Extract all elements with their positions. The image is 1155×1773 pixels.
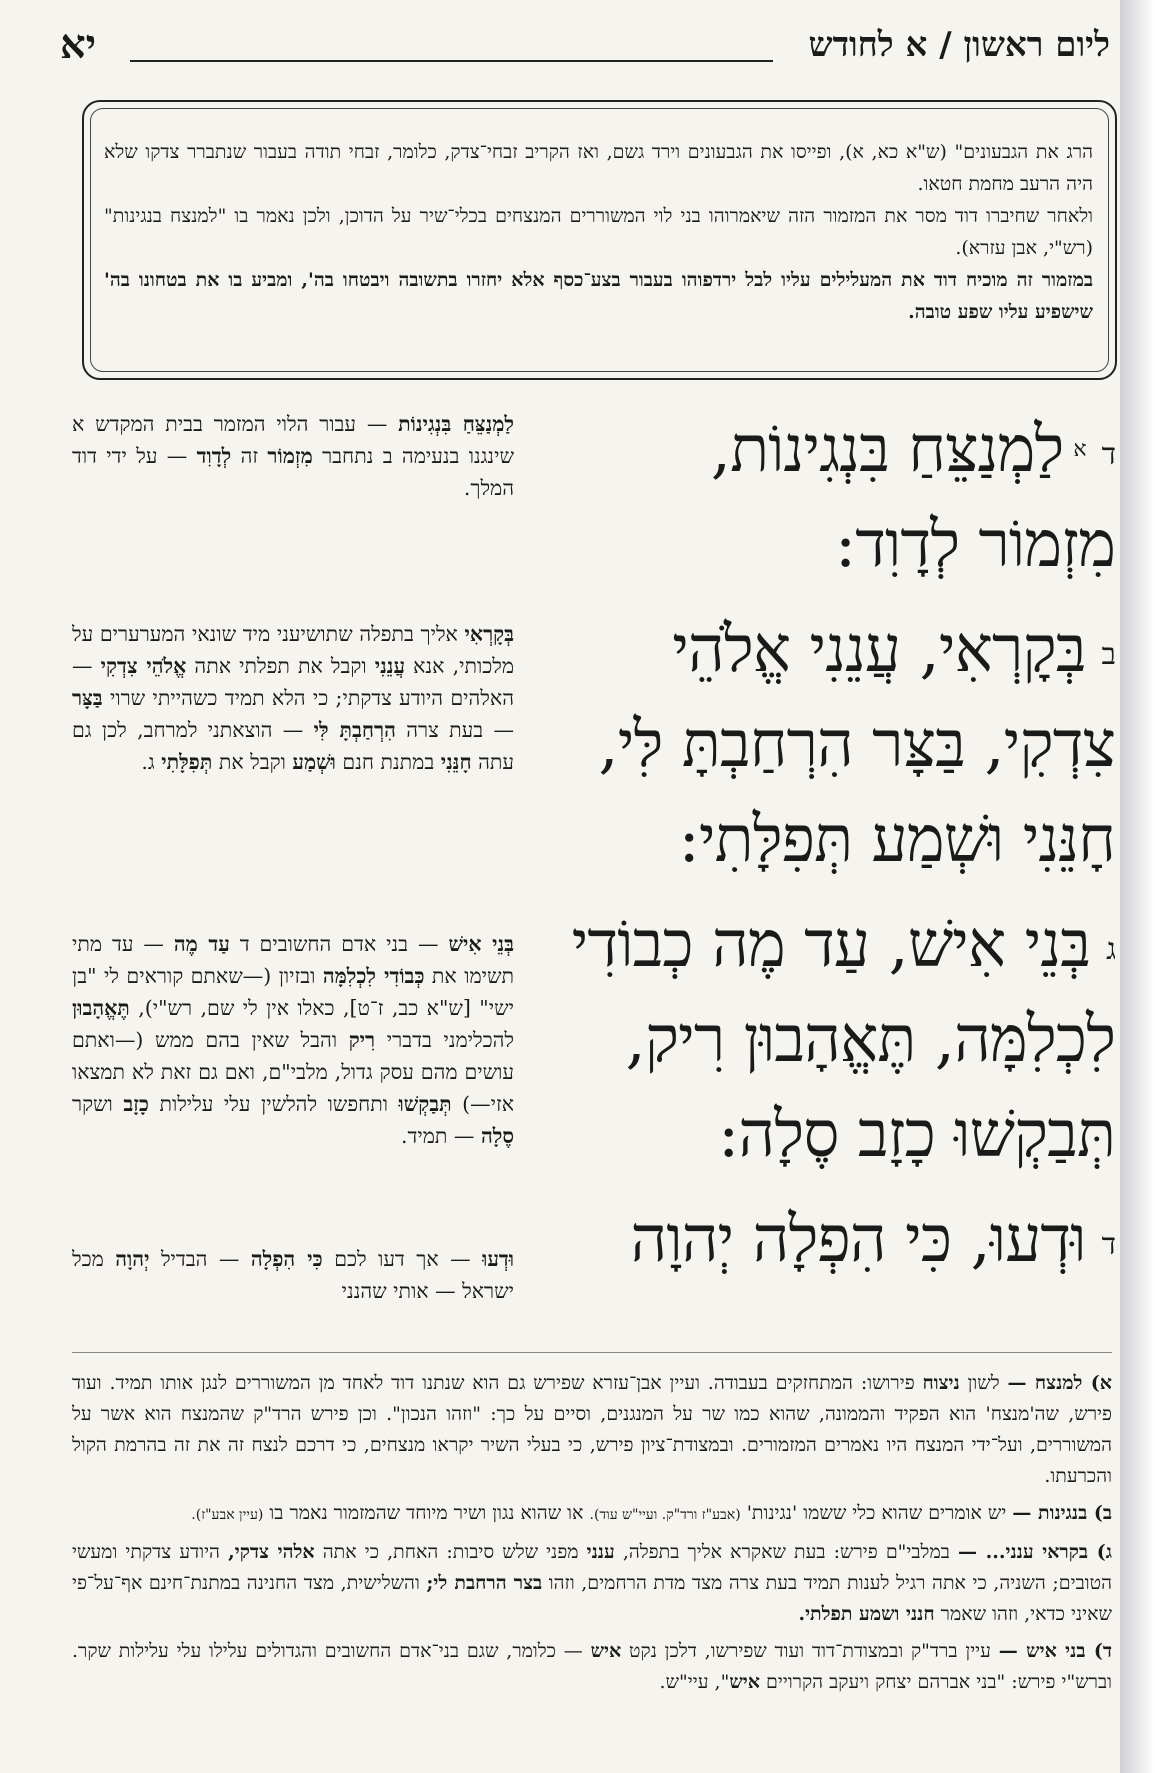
footnote-keyword: חנני ושמע תפלתי. bbox=[798, 1603, 935, 1625]
commentary-keyword: יְהוָה bbox=[115, 1247, 150, 1271]
commentary-keyword: כְּבוֹדִי לִכְלִמָּה bbox=[322, 964, 425, 988]
commentary-text: והבל שאין בהם ממש (—ואתם עושים מהם עסק גדול, מלבי"ם, ואם גם זאת לא תמצאו אזי—) bbox=[72, 1028, 514, 1116]
commentary-text: — בעת צרה bbox=[395, 718, 515, 742]
commentary-keyword: בְּקָרְאִי bbox=[464, 622, 514, 646]
commentary-keyword: אֱלֹהֵי צִדְקִי bbox=[100, 654, 187, 678]
footnote-keyword: ד) בני איש — bbox=[998, 1640, 1112, 1662]
running-title: ליום ראשון / א לחודש bbox=[808, 25, 1110, 65]
commentary-keyword: כָזָב bbox=[123, 1092, 149, 1116]
commentary-text: אליך בתפלה שתושיעני מיד שונאי המערערים על מלכותי, אנא bbox=[72, 622, 514, 678]
verse-line bbox=[540, 790, 1115, 890]
verse-text: בְּקָרְאִי, עֲנֵנִי אֱלֹהֵי bbox=[672, 613, 1086, 687]
verse-line bbox=[540, 1190, 1115, 1290]
commentary-text: וקבל את bbox=[212, 750, 293, 774]
footnote-source: (עיין אבע"ז). bbox=[191, 1507, 264, 1523]
commentary-text: מכל ישראל — אותי שהנני bbox=[72, 1247, 514, 1303]
verse-text: חָנֵּנִי וּשְׁמַע תְּפִלָּתִי: bbox=[678, 803, 1115, 877]
commentary-verse-4 bbox=[72, 1243, 514, 1307]
commentary-keyword: כִּי הִפְלָה bbox=[250, 1247, 323, 1271]
verse-line bbox=[540, 990, 1115, 1090]
commentary-text: ושקר bbox=[72, 1092, 124, 1116]
verse-text: בְּנֵי אִישׁ, עַד מֶה כְבוֹדִי bbox=[571, 908, 1091, 982]
footnote-keyword: בצר הרחבת לי; bbox=[426, 1572, 543, 1594]
commentary-verse-3 bbox=[72, 928, 514, 1152]
footnote-a bbox=[72, 1368, 1112, 1492]
commentary-keyword: סֶלָה bbox=[480, 1124, 514, 1148]
commentary-text: — בני אדם החשובים ד bbox=[229, 932, 449, 956]
verse-line bbox=[540, 600, 1115, 700]
footnote-b bbox=[72, 1498, 1112, 1531]
intro-text bbox=[104, 136, 1093, 328]
verse-line bbox=[540, 400, 1115, 500]
footnote-text: או שהוא נגון ושיר מיוחד שהמזמור נאמר בו bbox=[263, 1502, 590, 1524]
footnote-text: פירושו: המתחזקים בעבודה. ועיין אבן־עזרא שפירש גם הוא שנתנו דוד לאחד מן המשוררים לנגן אותו תמיד. ועוד פירש, שה'מנצח' הוא הפקיד והממונה, שהוא כמו שר על המנגנים, וסיים על כך: "וזהו הנכון". וכן פירש הרד"ק שהמנצח הוא אשר על המשוררים, ועל־ידי המנצח היו נאמרים המזמורים. ובמצודת־ציון פירש, כי בעלי השיר יקראו מנצחים, כי דרכם לנצח זה את זה בהרמת הקול והכרעתו. bbox=[72, 1372, 1112, 1487]
header-rule bbox=[130, 60, 773, 62]
footnote-text: היודע צדקתי ומעשי הטובים; השניה, כי אתה רגיל לענות תמיד בעת צרה מצד מדת הרחמים, וזהו bbox=[72, 1541, 1113, 1594]
commentary-text: ג. bbox=[141, 750, 162, 774]
commentary-keyword: וּשְׁמַע bbox=[292, 750, 336, 774]
commentary-text: — עד מתי תשימו את bbox=[72, 932, 514, 988]
verse-text: וּדְעוּ, כִּי הִפְלָה יְהוָה bbox=[630, 1203, 1086, 1277]
commentary-text: במתנת חנם bbox=[335, 750, 441, 774]
footnote-keyword: ב) בנגינות — bbox=[1012, 1502, 1112, 1524]
commentary-keyword: עַד מֶה bbox=[173, 932, 230, 956]
footnote-text: — כלומר, שגם בני־אדם החשובים והגדולים עלילו עלי עלילות שקר. וברש"י פירש: "בני אברהם יצחק ויעקב הקרויים bbox=[72, 1640, 1112, 1693]
commentary-keyword: רִיק bbox=[348, 1028, 376, 1052]
intro-paragraph-1: הרג את הגבעונים" (ש"א כא, א), ופייסו את הגבעונים וירד גשם, ואז הקריב זבחי־צדק, כלומר, זבחי תודה בעבור שנתברר צדקו שלא היה הרעב מחמת חטאו. bbox=[104, 141, 1093, 195]
verse-line bbox=[540, 1085, 1115, 1185]
commentary-text: — עבור הלוי המזמר בבית המקדש א שינגנו בנעימה ב נתחבר bbox=[72, 412, 514, 468]
footnote-text: והשלישית, מצד החנינה במתנת־חינם אף־על־פי שאיני כדאי, וזהו שאמר bbox=[72, 1572, 1112, 1625]
footnote-keyword: אלהי צדקי, bbox=[228, 1541, 315, 1563]
commentary-text: — תמיד. bbox=[401, 1124, 481, 1148]
commentary-keyword: מִזְמוֹר bbox=[267, 444, 313, 468]
footnote-source: (אבע"ז ורד"ק. ועיי"ש עוד). bbox=[589, 1507, 741, 1523]
footnote-text: במלבי"ם פירש: בעת שאקרא אליך בתפלה, bbox=[614, 1541, 958, 1563]
commentary-keyword: חָנֵּנִי bbox=[440, 750, 472, 774]
verse-text: מִזְמוֹר לְדָוִד: bbox=[834, 508, 1115, 582]
page-number: יא bbox=[60, 21, 97, 68]
commentary-keyword: תְּפִלָּתִי bbox=[161, 750, 213, 774]
verse-number: ב bbox=[1101, 636, 1115, 672]
footnote-text: עיין ברד"ק ובמצודת־דוד ועוד שפירשו, דלכן נקט bbox=[621, 1640, 999, 1662]
commentary-keyword: הִרְחַבְתָּ לִּי bbox=[313, 718, 396, 742]
commentary-text: וקבל את תפלתי אתה bbox=[186, 654, 375, 678]
verse-text: לַמְנַצֵּחַ בִּנְגִינוֹת, bbox=[710, 413, 1064, 487]
intro-paragraph-2: ולאחר שחיברו דוד מסר את המזמור הזה שיאמרוהו בני לוי המשוררים המנצחים בכלי־שיר על הדוכן, ולכן נאמר בו "למנצח בנגינות" (רש"י, אבן עזרא). bbox=[104, 205, 1093, 259]
page-header bbox=[60, 22, 1118, 68]
verse-line bbox=[540, 695, 1115, 795]
footnote-text: ", עיי"ש. bbox=[659, 1671, 730, 1693]
book-spine-edge bbox=[1120, 0, 1155, 1773]
verse-text: תְּבַקְשׁוּ כָזָב סֶלָה: bbox=[717, 1098, 1115, 1172]
commentary-text: — הבדיל bbox=[149, 1247, 251, 1271]
footnote-c bbox=[72, 1537, 1112, 1630]
footnote-text: מפני שלש סיבות: האחת, כי אתה bbox=[314, 1541, 587, 1563]
footnote-keyword: איש bbox=[729, 1671, 760, 1693]
footnote-keyword: ג) בקראי ענני... — bbox=[957, 1541, 1113, 1563]
verse-number: ד bbox=[1101, 436, 1115, 472]
commentary-keyword: לַמְנַצֵּחַ בִּנְגִינוֹת bbox=[398, 412, 514, 436]
commentary-text: — אך דעו לכם bbox=[322, 1247, 483, 1271]
intro-box bbox=[82, 100, 1117, 380]
commentary-text: — הוצאתני למרחב, לכן גם עתה bbox=[72, 718, 514, 774]
footnote-keyword: א) למנצח — bbox=[1007, 1372, 1112, 1394]
verse-text: צִדְקִי, בַּצָּר הִרְחַבְתָּ לִּי, bbox=[598, 708, 1115, 782]
verse-line bbox=[540, 495, 1115, 595]
footnote-keyword: ענני bbox=[586, 1541, 615, 1563]
commentary-text: להכלימני בדברי bbox=[375, 1028, 515, 1052]
footnote-text: לשון bbox=[959, 1372, 1008, 1394]
footnote-d bbox=[72, 1636, 1112, 1698]
verse-number: ד bbox=[1101, 1226, 1115, 1262]
commentary-text: ובזיון (—שאתם קוראים לי "בן ישי" [ש"א כב, ז־ט], כאלו אין לי שם, רש"י), bbox=[72, 964, 514, 1020]
commentary-keyword: בְּנֵי אִישׁ bbox=[448, 932, 514, 956]
verse-number: ג bbox=[1106, 931, 1115, 967]
commentary-verse-1 bbox=[72, 408, 514, 504]
commentary-keyword: וּדְעוּ bbox=[482, 1247, 515, 1271]
footnote-keyword: ניצוח bbox=[922, 1372, 960, 1394]
commentary-keyword: תְּבַקְשׁוּ bbox=[398, 1092, 452, 1116]
commentary-keyword: לְדָוִד bbox=[196, 444, 232, 468]
footnotes bbox=[72, 1368, 1112, 1704]
commentary-text: זה bbox=[231, 444, 268, 468]
intro-summary: במזמור זה מוכיח דוד את המעלילים עליו לבל ירדפוהו בעבור בצע־כסף אלא יחזרו בתשובה ויבטחו בה', ומביע בו את בטחונו בה' שישפיע עליו שפע טובה. bbox=[104, 269, 1093, 323]
commentary-text: ותחפשו להלשין עלי עלילות bbox=[148, 1092, 399, 1116]
commentary-keyword: עֲנֵנִי bbox=[374, 654, 406, 678]
footnote-text: יש אומרים שהוא כלי ששמו 'נגינות' bbox=[740, 1502, 1013, 1524]
commentary-keyword: תֶּאֱהָבוּן bbox=[72, 996, 130, 1020]
verse-text: לִכְלִמָּה, תֶּאֱהָבוּן רִיק, bbox=[625, 1003, 1115, 1077]
commentary-keyword: בַּצָּר bbox=[72, 686, 103, 710]
commentary-text: — על ידי דוד המלך. bbox=[72, 444, 514, 500]
footnote-separator bbox=[72, 1352, 1112, 1353]
commentary-text: — האלהים היודע צדקתי; כי הלא תמיד כשהייתי שרוי bbox=[72, 654, 514, 710]
verse-line bbox=[540, 895, 1115, 995]
footnote-marker: א bbox=[1073, 437, 1086, 462]
footnote-keyword: איש bbox=[590, 1640, 622, 1662]
commentary-verse-2 bbox=[72, 618, 514, 778]
